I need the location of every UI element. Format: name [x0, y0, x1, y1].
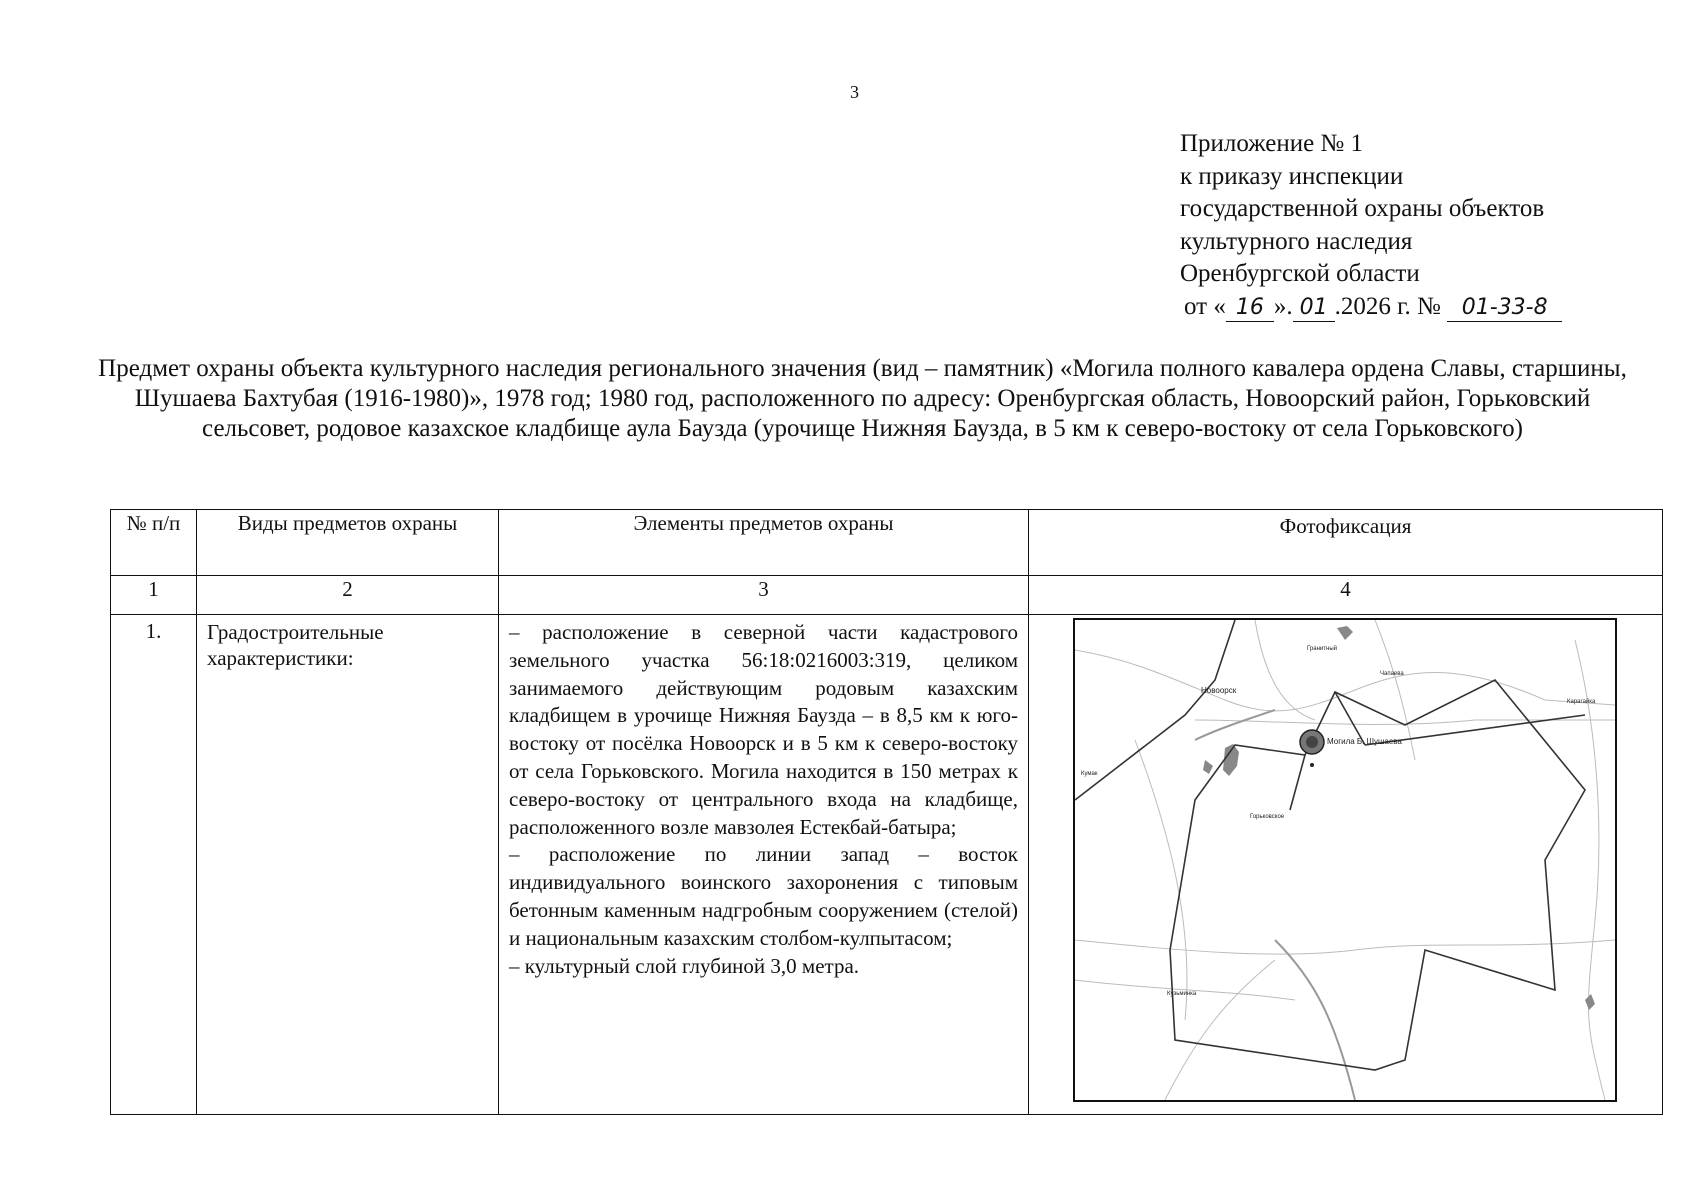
- header-cell-photo: Фотофиксация: [1029, 510, 1663, 576]
- appendix-line: к приказу инспекции: [1180, 162, 1404, 190]
- element-item: – культурный слой глубиной 3,0 метра.: [509, 953, 860, 978]
- element-item: – расположение в северной части кадастрового земельного участка 56:18:0216003:319, целиком занимаемого действующим родовым казахским кладбищем в урочище Нижняя Баузда – в 8,5 км к юго-востоку от посёлка Новоорск и в 5 км к северо-востоку от села Горьковского. Могила находится в 150 метрах к северо-востоку от центрального входа на кладбище, расположенного возле мавзолея Естекбай-батыра;: [509, 620, 1018, 839]
- row-number: 1.: [111, 615, 197, 1115]
- table-header-row: [111, 510, 1663, 576]
- date-prefix: от «: [1184, 292, 1226, 320]
- header-cell-type: Виды предметов охраны: [197, 510, 499, 576]
- header-cell-number: № п/п: [111, 510, 197, 576]
- protection-type: Градостроительные характеристики:: [197, 615, 499, 1115]
- appendix-block: [1180, 128, 1562, 324]
- map-label-chapaeva: Чапаева: [1380, 671, 1404, 677]
- date-year: .2026 г. №: [1334, 292, 1441, 320]
- column-number-row: [111, 576, 1663, 615]
- appendix-line: Оренбургской области: [1180, 260, 1420, 288]
- protection-elements: [499, 615, 1029, 1115]
- column-number: 4: [1029, 576, 1663, 615]
- map-label-karagaika: Карагайка: [1567, 699, 1596, 705]
- map-label-kuzminka: Кузьминка: [1167, 991, 1197, 997]
- appendix-line: Приложение № 1: [1180, 130, 1364, 157]
- appendix-line: государственной охраны объектов: [1180, 195, 1545, 223]
- column-number: 3: [499, 576, 1029, 615]
- map-label-grave: Могила Б. Шушаева: [1327, 737, 1402, 746]
- appendix-line: культурного наследия: [1180, 227, 1413, 255]
- date-separator: ».: [1273, 292, 1293, 320]
- handwritten-month: 01: [1293, 295, 1335, 322]
- handwritten-order-number: 01-33-8: [1447, 295, 1562, 322]
- map-label-gorkovskoe: Горьковское: [1250, 814, 1285, 820]
- header-cell-elements: Элементы предметов охраны: [499, 510, 1029, 576]
- map-label-gornyi: Гранитный: [1307, 646, 1337, 652]
- map-label-kumak: Кумак: [1081, 771, 1098, 777]
- element-item: – расположение по линии запад – восток индивидуального воинского захоронения с типовым бетонным каменным надгробным сооружением (стелой) и национальным казахским столбом-кулпытасом;: [509, 842, 1018, 950]
- handwritten-day: 16: [1226, 295, 1274, 322]
- photo-cell: [1029, 615, 1663, 1115]
- order-date-line: [1180, 291, 1562, 324]
- location-map: [1073, 618, 1617, 1102]
- column-number: 1: [111, 576, 197, 615]
- table-row: [111, 615, 1663, 1115]
- page-number: 3: [850, 82, 859, 102]
- column-number: 2: [197, 576, 499, 615]
- document-title: Предмет охраны объекта культурного наследия регионального значения (вид – памятник) «Могила полного кавалера ордена Славы, старшины, Шушаева Бахтубая (1916-1980)», 1978 год; 1980 год, расположенного по адресу: Оренбургская область, Новоорский район, Горьковский сельсовет, родовое казахское кладбище аула Баузда (урочище Нижняя Баузда, в 5 км к северо-востоку от села Горьковского): [98, 355, 1627, 442]
- map-label-novoorsk: Новоорск: [1201, 686, 1237, 695]
- protection-table: [110, 509, 1663, 1115]
